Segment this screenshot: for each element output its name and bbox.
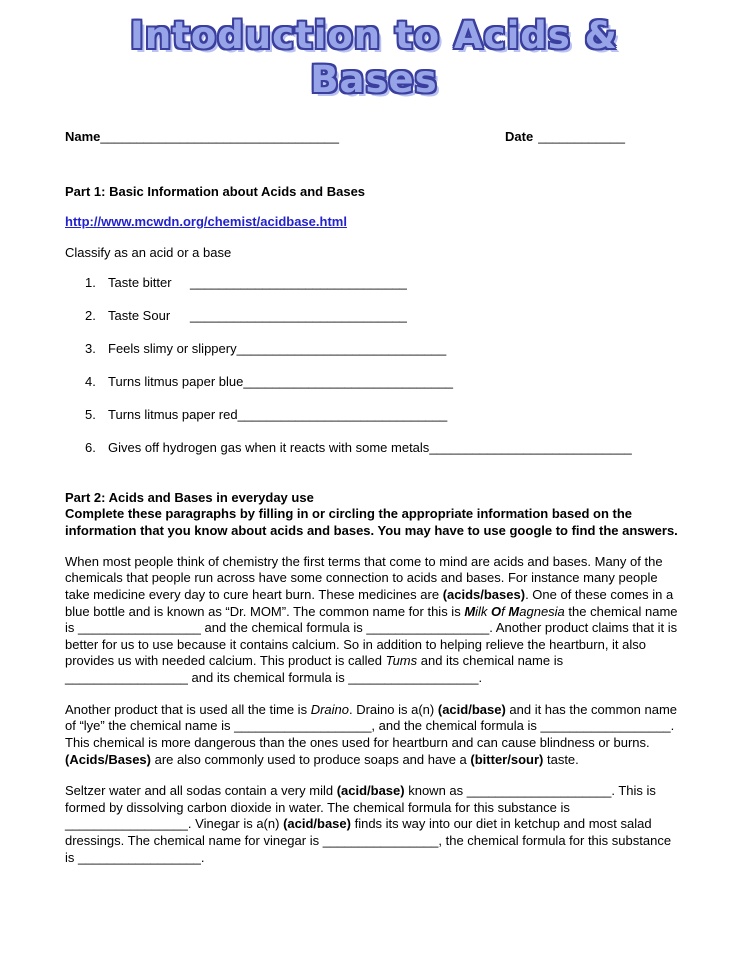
item-text: Turns litmus paper red: [108, 406, 238, 422]
text-run: When most people think of chemistry the first terms that come to mind are acids and bases. Many of the chemicals that people run across have some connection to acids and bases. For instance many people take medicine every day to cure heart burn. These medicines are: [65, 553, 663, 602]
item-number: 5.: [85, 406, 96, 422]
link-line: [65, 214, 683, 229]
text-run: M: [464, 603, 476, 619]
name-label: Name: [65, 128, 101, 144]
item-text: Taste bitter: [108, 274, 172, 290]
item-number: 4.: [85, 373, 96, 389]
item-number: 6.: [85, 439, 96, 455]
list-item: [85, 407, 683, 424]
item-number: 3.: [85, 340, 96, 356]
text-run: Draino: [310, 701, 349, 717]
item-text: Feels slimy or slippery: [108, 340, 237, 356]
text-run: O: [491, 603, 502, 619]
item-blank-line: _____________________________: [236, 340, 447, 356]
list-item: [85, 341, 683, 358]
item-number: 1.: [85, 274, 96, 290]
part2-paragraph: [65, 783, 683, 866]
list-item: [85, 374, 683, 391]
text-run: are also commonly used to produce soaps and have a: [150, 751, 471, 767]
classification-list: [65, 275, 683, 457]
text-run: (acids/bases): [442, 586, 526, 602]
list-item: [85, 440, 683, 457]
text-run: Seltzer water and all sodas contain a very mild: [65, 783, 337, 799]
date-field: [505, 129, 625, 144]
item-text: Turns litmus paper blue: [108, 373, 244, 389]
item-blank-line: ______________________________: [190, 307, 407, 323]
part2-paragraph: [65, 702, 683, 769]
list-item: [85, 308, 683, 325]
name-field: [65, 129, 339, 144]
text-run: taste.: [543, 751, 579, 767]
item-text: Gives off hydrogen gas when it reacts with some metals: [108, 439, 430, 455]
part2-heading-block: [65, 490, 683, 540]
text-run: (acid/base): [336, 783, 405, 799]
list-item: [85, 275, 683, 292]
text-run: . Draino is a(n): [348, 701, 438, 717]
part2-instructions: Complete these paragraphs by filling in or circling the appropriate information based on the information that you know about acids and bases. You may have to use google to find the answers.: [65, 506, 678, 539]
date-blank-line: ____________: [538, 128, 625, 144]
item-blank-line: _____________________________: [243, 373, 454, 389]
text-run: agnesia: [519, 603, 565, 619]
item-number: 2.: [85, 307, 96, 323]
text-run: Tums: [385, 653, 418, 669]
item-blank-line: ______________________________: [190, 274, 407, 290]
text-run: the chemical name is _________________ and the chemical formula is _________________. Another product claims that it is better for us to use because it contains calcium. So in addition to helping relieve the heartburn, it also provides us with needed calcium. This product is called: [65, 603, 678, 669]
name-date-row: [65, 129, 683, 146]
classify-instruction: Classify as an acid or a base: [65, 244, 232, 260]
text-run: Another product that is used all the time is: [65, 701, 311, 717]
date-label: Date: [505, 128, 534, 144]
text-run: . One of these comes in a blue bottle and is known as “Dr. MOM”. The common name for this is: [65, 586, 674, 619]
text-run: M: [508, 603, 520, 619]
text-run: and it has the common name of “lye” the chemical name is ___________________, and the chemical formula is __________________. This chemical is more dangerous than the ones used for heartburn and can cause blindness or burns.: [65, 701, 678, 750]
part2-heading: Part 2: Acids and Bases in everyday use: [65, 489, 314, 505]
text-run: finds its way into our diet in ketchup and most salad dressings. The chemical name for vinegar is ________________, the chemical formula for this substance is _________________.: [65, 816, 672, 865]
part1-heading: Part 1: Basic Information about Acids and Bases: [65, 183, 366, 199]
text-run: f: [501, 603, 509, 619]
part2-paragraph: [65, 554, 683, 687]
item-text: Taste Sour: [108, 307, 171, 323]
text-run: (acid/base): [283, 816, 351, 832]
text-run: (Acids/Bases): [65, 751, 151, 767]
name-blank-line: _________________________________: [100, 128, 340, 144]
text-run: (bitter/sour): [470, 751, 544, 767]
item-blank-line: ____________________________: [429, 439, 632, 455]
text-run: known as ____________________. This is formed by dissolving carbon dioxide in water. The chemical formula for this substance is _________________. Vinegar is a(n): [65, 783, 656, 832]
page-title: Intoduction to Acids & Bases: [130, 14, 618, 102]
item-blank-line: _____________________________: [237, 406, 448, 422]
text-run: and its chemical name is _________________ and its chemical formula is __________________.: [65, 653, 564, 686]
text-run: (acid/base): [437, 701, 506, 717]
text-run: ilk: [475, 603, 492, 619]
acidbase-link[interactable]: http://www.mcwdn.org/chemist/acidbase.html: [65, 213, 347, 229]
